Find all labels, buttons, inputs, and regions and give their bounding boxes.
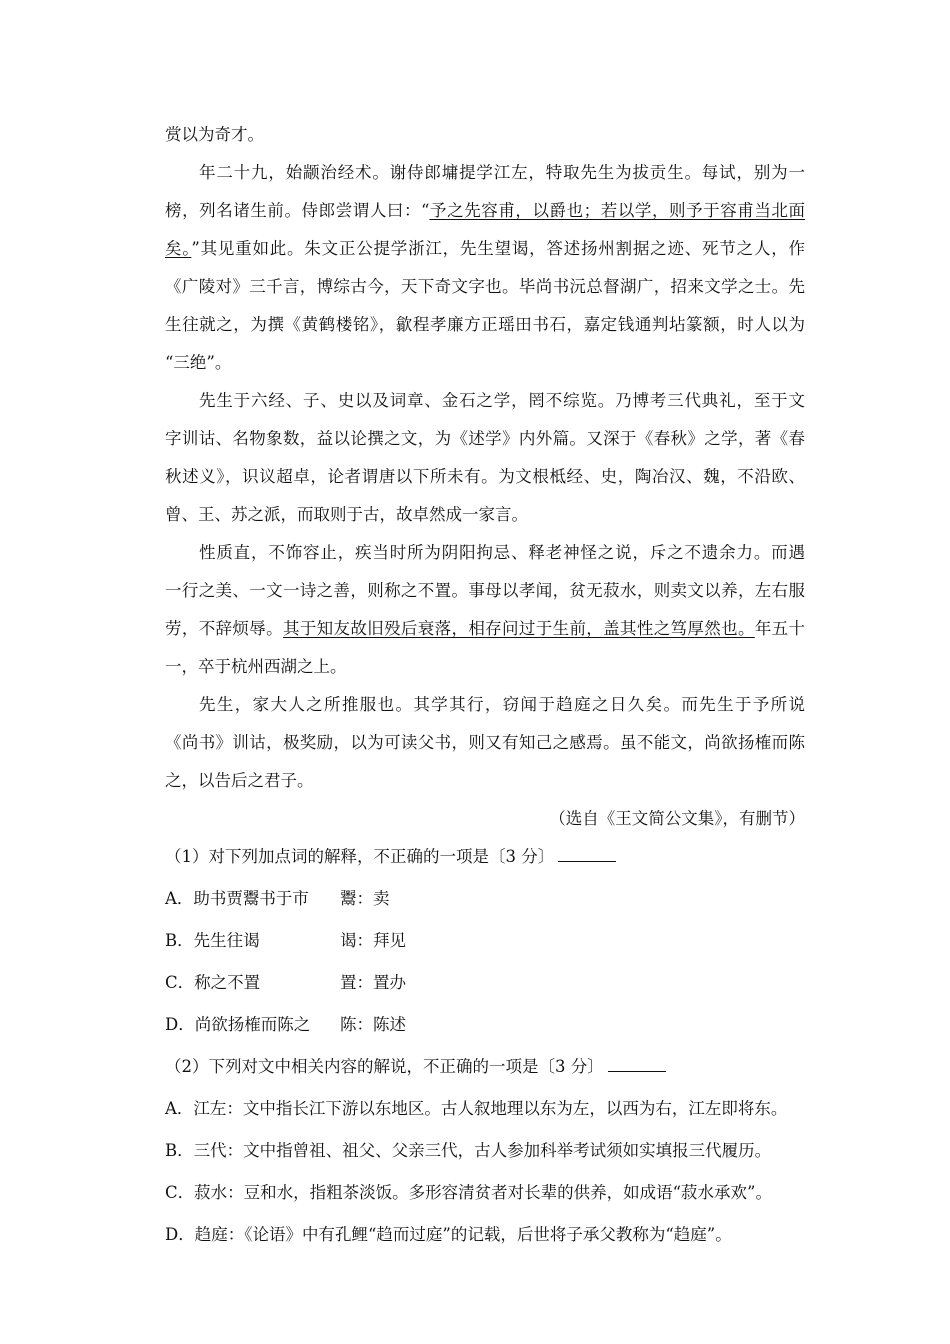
passage-line: 赏以为奇才。 bbox=[165, 125, 264, 144]
passage-line: 之，以告后之君子。 bbox=[165, 771, 314, 790]
passage-line: 字训诂、名物象数，益以论撰之文，为《述学》内外篇。又深于《春秋》之学，著《春 bbox=[165, 429, 805, 448]
q2-option-c[interactable]: C．菽水：豆和水，指粗茶淡饭。多形容清贫者对长辈的供养，如成语“菽水承欢”。 bbox=[165, 1183, 772, 1202]
passage-line: 一行之美、一文一诗之善，则称之不置。事母以孝闻，贫无菽水，则卖文以养，左右服 bbox=[165, 581, 805, 600]
passage-text: ”其见重如此。朱文正公提学浙江，先生望谒，答述扬州割据之迹、死节之人，作 bbox=[191, 239, 806, 258]
passage-line: 先生于六经、子、史以及词章、金石之学，罔不综览。乃博考三代典礼，至于文 bbox=[199, 391, 805, 410]
passage-text: 劳，不辞烦辱。 bbox=[165, 619, 283, 638]
q2-option-d[interactable]: D．趋庭：《论语》中有孔鲤“趋而过庭”的记载，后世将子承父教称为“趋庭”。 bbox=[165, 1225, 732, 1244]
passage-line: 秋述义》，识议超卓，论者谓唐以下所未有。为文根柢经、史，陶冶汉、魏，不沿欧、 bbox=[165, 467, 805, 486]
passage-text: 年五十 bbox=[754, 619, 806, 638]
passage-line bbox=[165, 200, 805, 222]
q2-option-b[interactable]: B．三代：文中指曾祖、祖父、父亲三代，古人参加科举考试须如实填报三代履历。 bbox=[165, 1141, 772, 1160]
passage-line: “三绝”。 bbox=[165, 353, 232, 372]
q2-option-a[interactable]: A．江左：文中指长江下游以东地区。古人叙地理以东为左，以西为右，江左即将东。 bbox=[165, 1099, 788, 1118]
q1-option-c[interactable]: C．称之不置 置：置办 bbox=[165, 973, 406, 992]
underlined-sentence: 其于知友故旧殁后衰落，相存问过于生前，盖其性之笃厚然也。 bbox=[282, 619, 755, 638]
passage-line bbox=[165, 618, 805, 640]
underlined-sentence: 矣。 bbox=[165, 239, 192, 258]
passage-line: 先生，家大人之所推服也。其学其行，窃闻于趋庭之日久矣。而先生于予所说 bbox=[199, 695, 805, 714]
question-2-stem bbox=[165, 1056, 805, 1078]
question-text: （2）下列对文中相关内容的解说，不正确的一项是〔3 分〕 bbox=[165, 1057, 604, 1076]
q1-option-b[interactable]: B．先生往谒 谒：拜见 bbox=[165, 931, 406, 950]
answer-blank[interactable] bbox=[608, 1057, 666, 1072]
q1-option-a[interactable]: A．助书贾鬻书于市 鬻：卖 bbox=[165, 889, 390, 908]
q1-option-d[interactable]: D．尚欲扬榷而陈之 陈：陈述 bbox=[165, 1015, 406, 1034]
answer-blank[interactable] bbox=[558, 847, 616, 862]
source-citation: （选自《王文简公文集》，有删节） bbox=[549, 809, 805, 828]
passage-line: 年二十九，始颛治经术。谢侍郎墉提学江左，特取先生为拔贡生。每试，别为一 bbox=[199, 163, 805, 182]
underlined-sentence: 予之先容甫，以爵也；若以学，则予于容甫当北面 bbox=[429, 201, 806, 220]
passage-line: 《广陵对》三千言，博综古今，天下奇文字也。毕尚书沅总督湖广，招来文学之士。先 bbox=[165, 277, 805, 296]
question-text: （1）对下列加点词的解释，不正确的一项是〔3 分〕 bbox=[165, 847, 555, 866]
passage-line: 一，卒于杭州西湖之上。 bbox=[165, 657, 347, 676]
passage-text: 榜，列名诸生前。侍郎尝谓人曰：“ bbox=[165, 201, 430, 220]
passage-line: 曾、王、苏之派，而取则于古，故卓然成一家言。 bbox=[165, 505, 528, 524]
passage-line: 性质直，不饰容止，疾当时所为阴阳拘忌、释老神怪之说，斥之不遗余力。而遇 bbox=[199, 543, 805, 562]
question-1-stem bbox=[165, 846, 805, 868]
passage-line: 生往就之，为撰《黄鹤楼铭》，歙程孝廉方正瑶田书石，嘉定钱通判坫篆额，时人以为 bbox=[165, 315, 805, 334]
passage-line bbox=[165, 238, 805, 260]
passage-line: 《尚书》训诂，极奖励，以为可读父书，则又有知己之感焉。虽不能文，尚欲扬榷而陈 bbox=[165, 733, 805, 752]
